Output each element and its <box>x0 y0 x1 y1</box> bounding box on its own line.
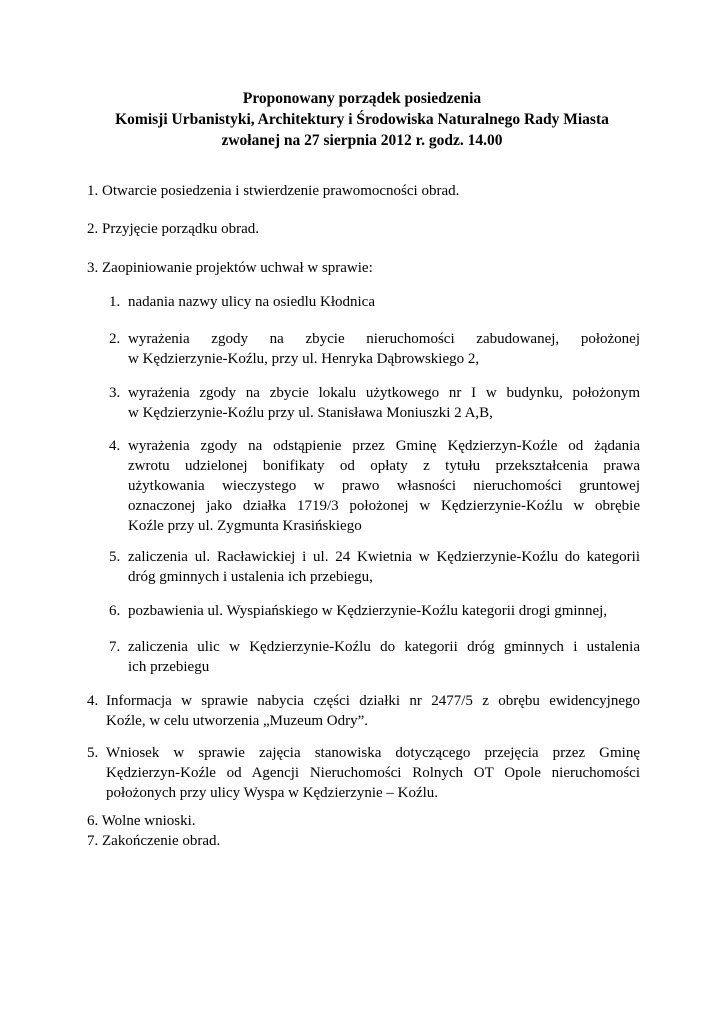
title-line-2: Komisji Urbanistyki, Architektury i Środowiska Naturalnego Rady Miasta <box>115 111 609 128</box>
subitem-line: nadania nazwy ulicy na osiedlu Kłodnica <box>128 294 376 310</box>
item-line: Informacja w sprawie nabycia części działki nr 2477/5 z obrębu ewidencyjnego <box>106 693 640 709</box>
subitem-number: 5. <box>109 549 121 565</box>
subitem-line: wyrażenia zgody na odstąpienie przez Gminę Kędzierzyn-Koźle od żądania <box>128 438 640 454</box>
item-line: Wniosek w sprawie zajęcia stanowiska dotyczącego przejęcia przez Gminę <box>106 745 640 761</box>
subitem-line: zwrotu udzielonej bonifikaty od opłaty z tytułu przekształcenia prawa <box>128 458 640 474</box>
subitem-line: dróg gminnych i ustalenia ich przebiegu, <box>128 569 373 585</box>
item-number: 5. <box>87 745 99 761</box>
subitem-line: w Kędzierzynie-Koźlu przy ul. Stanisława Moniuszki 2 A,B, <box>128 405 493 421</box>
document-title <box>0 88 724 151</box>
subitem-number: 7. <box>109 639 121 655</box>
subitem-line: w Kędzierzynie-Koźlu, przy ul. Henryka Dąbrowskiego 2, <box>128 351 480 367</box>
subitem-line: wyrażenia zgody na zbycie lokalu użytkowego nr I w budynku, położonym <box>128 385 640 401</box>
item-line: Kędzierzyn-Koźle od Agencji Nieruchomości Rolnych OT Opole nieruchomości <box>106 765 640 781</box>
agenda-item-6: 6. Wolne wnioski. <box>87 813 196 829</box>
item-line: położonych przy ulicy Wyspa w Kędzierzynie – Koźlu. <box>106 785 439 801</box>
subitem-number: 4. <box>109 438 121 454</box>
agenda-item-3: 3. Zaopiniowanie projektów uchwał w sprawie: <box>87 260 373 276</box>
subitem-number: 2. <box>109 331 121 347</box>
subitem-line: użytkowania wieczystego w prawo własności nieruchomości gruntowej <box>128 478 640 494</box>
item-number: 4. <box>87 693 99 709</box>
subitem-line: ich przebiegu <box>128 659 210 675</box>
subitem-line: oznaczonej jako działka 1719/3 położonej w Kędzierzynie-Koźlu w obrębie <box>128 498 640 514</box>
subitem-number: 6. <box>109 603 121 619</box>
subitem-line: Koźle przy ul. Zygmunta Krasińskiego <box>128 518 362 534</box>
item-line: Koźle, w celu utworzenia „Muzeum Odry”. <box>106 713 368 729</box>
subitem-line: zaliczenia ulic w Kędzierzynie-Koźlu do kategorii dróg gminnych i ustalenia <box>128 639 640 655</box>
subitem-number: 1. <box>109 294 121 310</box>
agenda-item-7: 7. Zakończenie obrad. <box>87 833 221 849</box>
agenda-item-2: 2. Przyjęcie porządku obrad. <box>87 221 260 237</box>
subitem-number: 3. <box>109 385 121 401</box>
agenda-item-1: 1. Otwarcie posiedzenia i stwierdzenie prawomocności obrad. <box>87 183 460 199</box>
title-line-1: Proponowany porządek posiedzenia <box>242 90 482 107</box>
title-line-3: zwołanej na 27 sierpnia 2012 r. godz. 14.00 <box>221 132 503 149</box>
subitem-line: wyrażenia zgody na zbycie nieruchomości zabudowanej, położonej <box>128 331 640 347</box>
subitem-line: pozbawienia ul. Wyspiańskiego w Kędzierzynie-Koźlu kategorii drogi gminnej, <box>128 603 608 619</box>
subitem-line: zaliczenia ul. Racławickiej i ul. 24 Kwietnia w Kędzierzynie-Koźlu do kategorii <box>128 549 640 565</box>
